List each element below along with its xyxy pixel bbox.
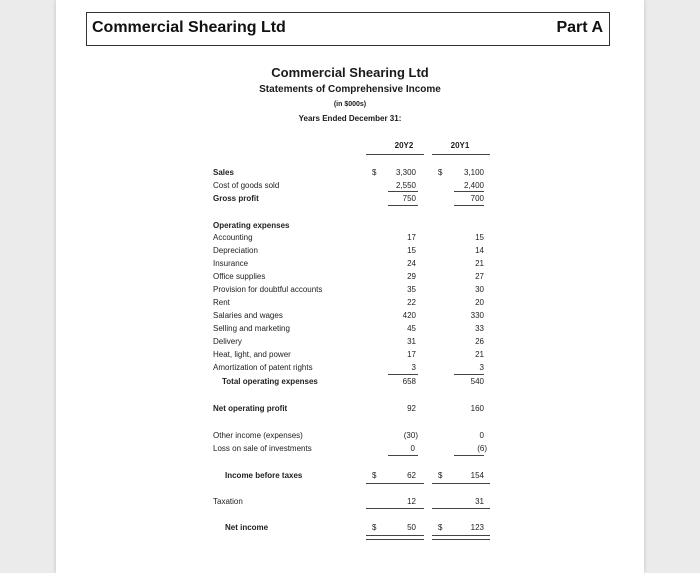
value-20y1: 700 bbox=[470, 194, 484, 203]
currency-symbol: $ bbox=[438, 523, 443, 532]
value-20y1: 330 bbox=[470, 311, 484, 320]
row-label: Sales bbox=[213, 168, 234, 177]
value-20y1: 21 bbox=[475, 350, 484, 359]
value-20y2: 3,300 bbox=[395, 168, 416, 177]
value-20y2: 420 bbox=[402, 311, 416, 320]
value-20y1: 3,100 bbox=[463, 168, 484, 177]
row-label: Selling and marketing bbox=[213, 324, 290, 333]
column-header-20y2: 20Y2 bbox=[394, 141, 414, 150]
value-20y1: 27 bbox=[475, 272, 484, 281]
value-20y1: 540 bbox=[470, 377, 484, 386]
value-20y2: 31 bbox=[407, 337, 416, 346]
row-label: Salaries and wages bbox=[213, 311, 283, 320]
row-label: Net income bbox=[225, 523, 269, 532]
subtotal-rule bbox=[454, 205, 484, 206]
row-label: Heat, light, and power bbox=[213, 350, 291, 359]
row-label: Insurance bbox=[213, 259, 249, 268]
row-label: Gross profit bbox=[213, 194, 259, 203]
value-20y1: 2,400 bbox=[463, 181, 484, 190]
currency-symbol: $ bbox=[438, 168, 443, 177]
subtotal-rule bbox=[432, 508, 490, 509]
value-20y1: 31 bbox=[475, 497, 484, 506]
subtotal-rule bbox=[454, 191, 484, 192]
row-label: Total operating expenses bbox=[222, 377, 318, 386]
value-20y2: 0 bbox=[410, 444, 415, 453]
row-label: Taxation bbox=[213, 497, 243, 506]
currency-symbol: $ bbox=[372, 523, 377, 532]
subtotal-rule bbox=[388, 374, 418, 375]
value-20y1: 21 bbox=[475, 259, 484, 268]
row-label: Delivery bbox=[213, 337, 242, 346]
currency-symbol: $ bbox=[372, 471, 377, 480]
row-label: Cost of goods sold bbox=[213, 181, 280, 190]
value-20y2: 45 bbox=[407, 324, 416, 333]
value-20y2: 658 bbox=[402, 377, 416, 386]
total-rule bbox=[432, 483, 490, 484]
subtotal-rule bbox=[454, 455, 484, 456]
row-label: Net operating profit bbox=[213, 404, 288, 413]
subtotal-rule bbox=[388, 455, 418, 456]
row-label: Other income (expenses) bbox=[213, 431, 303, 440]
value-20y1: 26 bbox=[475, 337, 484, 346]
row-label: Income before taxes bbox=[225, 471, 303, 480]
value-20y1: 123 bbox=[470, 523, 484, 532]
subtotal-rule bbox=[366, 508, 424, 509]
value-20y1: 33 bbox=[475, 324, 484, 333]
value-20y1: 154 bbox=[470, 471, 484, 480]
value-20y2: 750 bbox=[402, 194, 416, 203]
row-label: Amortization of patent rights bbox=[213, 363, 313, 372]
row-label: Loss on sale of investments bbox=[213, 444, 312, 453]
subtotal-rule bbox=[388, 205, 418, 206]
value-20y1: (6) bbox=[477, 444, 487, 453]
row-label: Depreciation bbox=[213, 246, 258, 255]
value-20y1: 20 bbox=[475, 298, 484, 307]
value-20y2: 3 bbox=[411, 363, 416, 372]
value-20y2: 62 bbox=[407, 471, 416, 480]
value-20y2: 24 bbox=[407, 259, 416, 268]
value-20y2: 15 bbox=[407, 246, 416, 255]
value-20y1: 3 bbox=[479, 363, 484, 372]
value-20y2: 12 bbox=[407, 497, 416, 506]
value-20y1: 14 bbox=[475, 246, 484, 255]
value-20y2: 92 bbox=[407, 404, 416, 413]
currency-symbol: $ bbox=[438, 471, 443, 480]
row-label: Provision for doubtful accounts bbox=[213, 285, 323, 294]
value-20y2: 17 bbox=[407, 233, 416, 242]
statement-company: Commercial Shearing Ltd bbox=[271, 65, 429, 80]
value-20y1: 15 bbox=[475, 233, 484, 242]
value-20y2: 50 bbox=[407, 523, 416, 532]
column-header-rule bbox=[366, 154, 424, 155]
row-label: Office supplies bbox=[213, 272, 266, 281]
double-underline bbox=[432, 535, 490, 540]
double-underline bbox=[366, 535, 424, 540]
value-20y2: 17 bbox=[407, 350, 416, 359]
section-heading: Operating expenses bbox=[213, 221, 290, 230]
statement-title: Statements of Comprehensive Income bbox=[259, 84, 441, 95]
statement-units: (in $000s) bbox=[333, 101, 367, 108]
value-20y1: 160 bbox=[470, 404, 484, 413]
company-header: Commercial Shearing Ltd bbox=[92, 19, 286, 36]
value-20y2: 29 bbox=[407, 272, 416, 281]
value-20y2: 2,550 bbox=[395, 181, 416, 190]
value-20y1: 30 bbox=[475, 285, 484, 294]
value-20y2: (30) bbox=[403, 431, 418, 440]
subtotal-rule bbox=[388, 191, 418, 192]
column-header-20y1: 20Y1 bbox=[450, 141, 470, 150]
row-label: Accounting bbox=[213, 233, 253, 242]
currency-symbol: $ bbox=[372, 168, 377, 177]
statement-period: Years Ended December 31: bbox=[298, 114, 402, 123]
value-20y2: 35 bbox=[407, 285, 416, 294]
value-20y1: 0 bbox=[479, 431, 484, 440]
row-label: Rent bbox=[213, 298, 230, 307]
total-rule bbox=[366, 483, 424, 484]
column-header-rule bbox=[432, 154, 490, 155]
header-box bbox=[86, 12, 610, 46]
part-label: Part A bbox=[556, 19, 603, 36]
value-20y2: 22 bbox=[407, 298, 416, 307]
subtotal-rule bbox=[454, 374, 484, 375]
